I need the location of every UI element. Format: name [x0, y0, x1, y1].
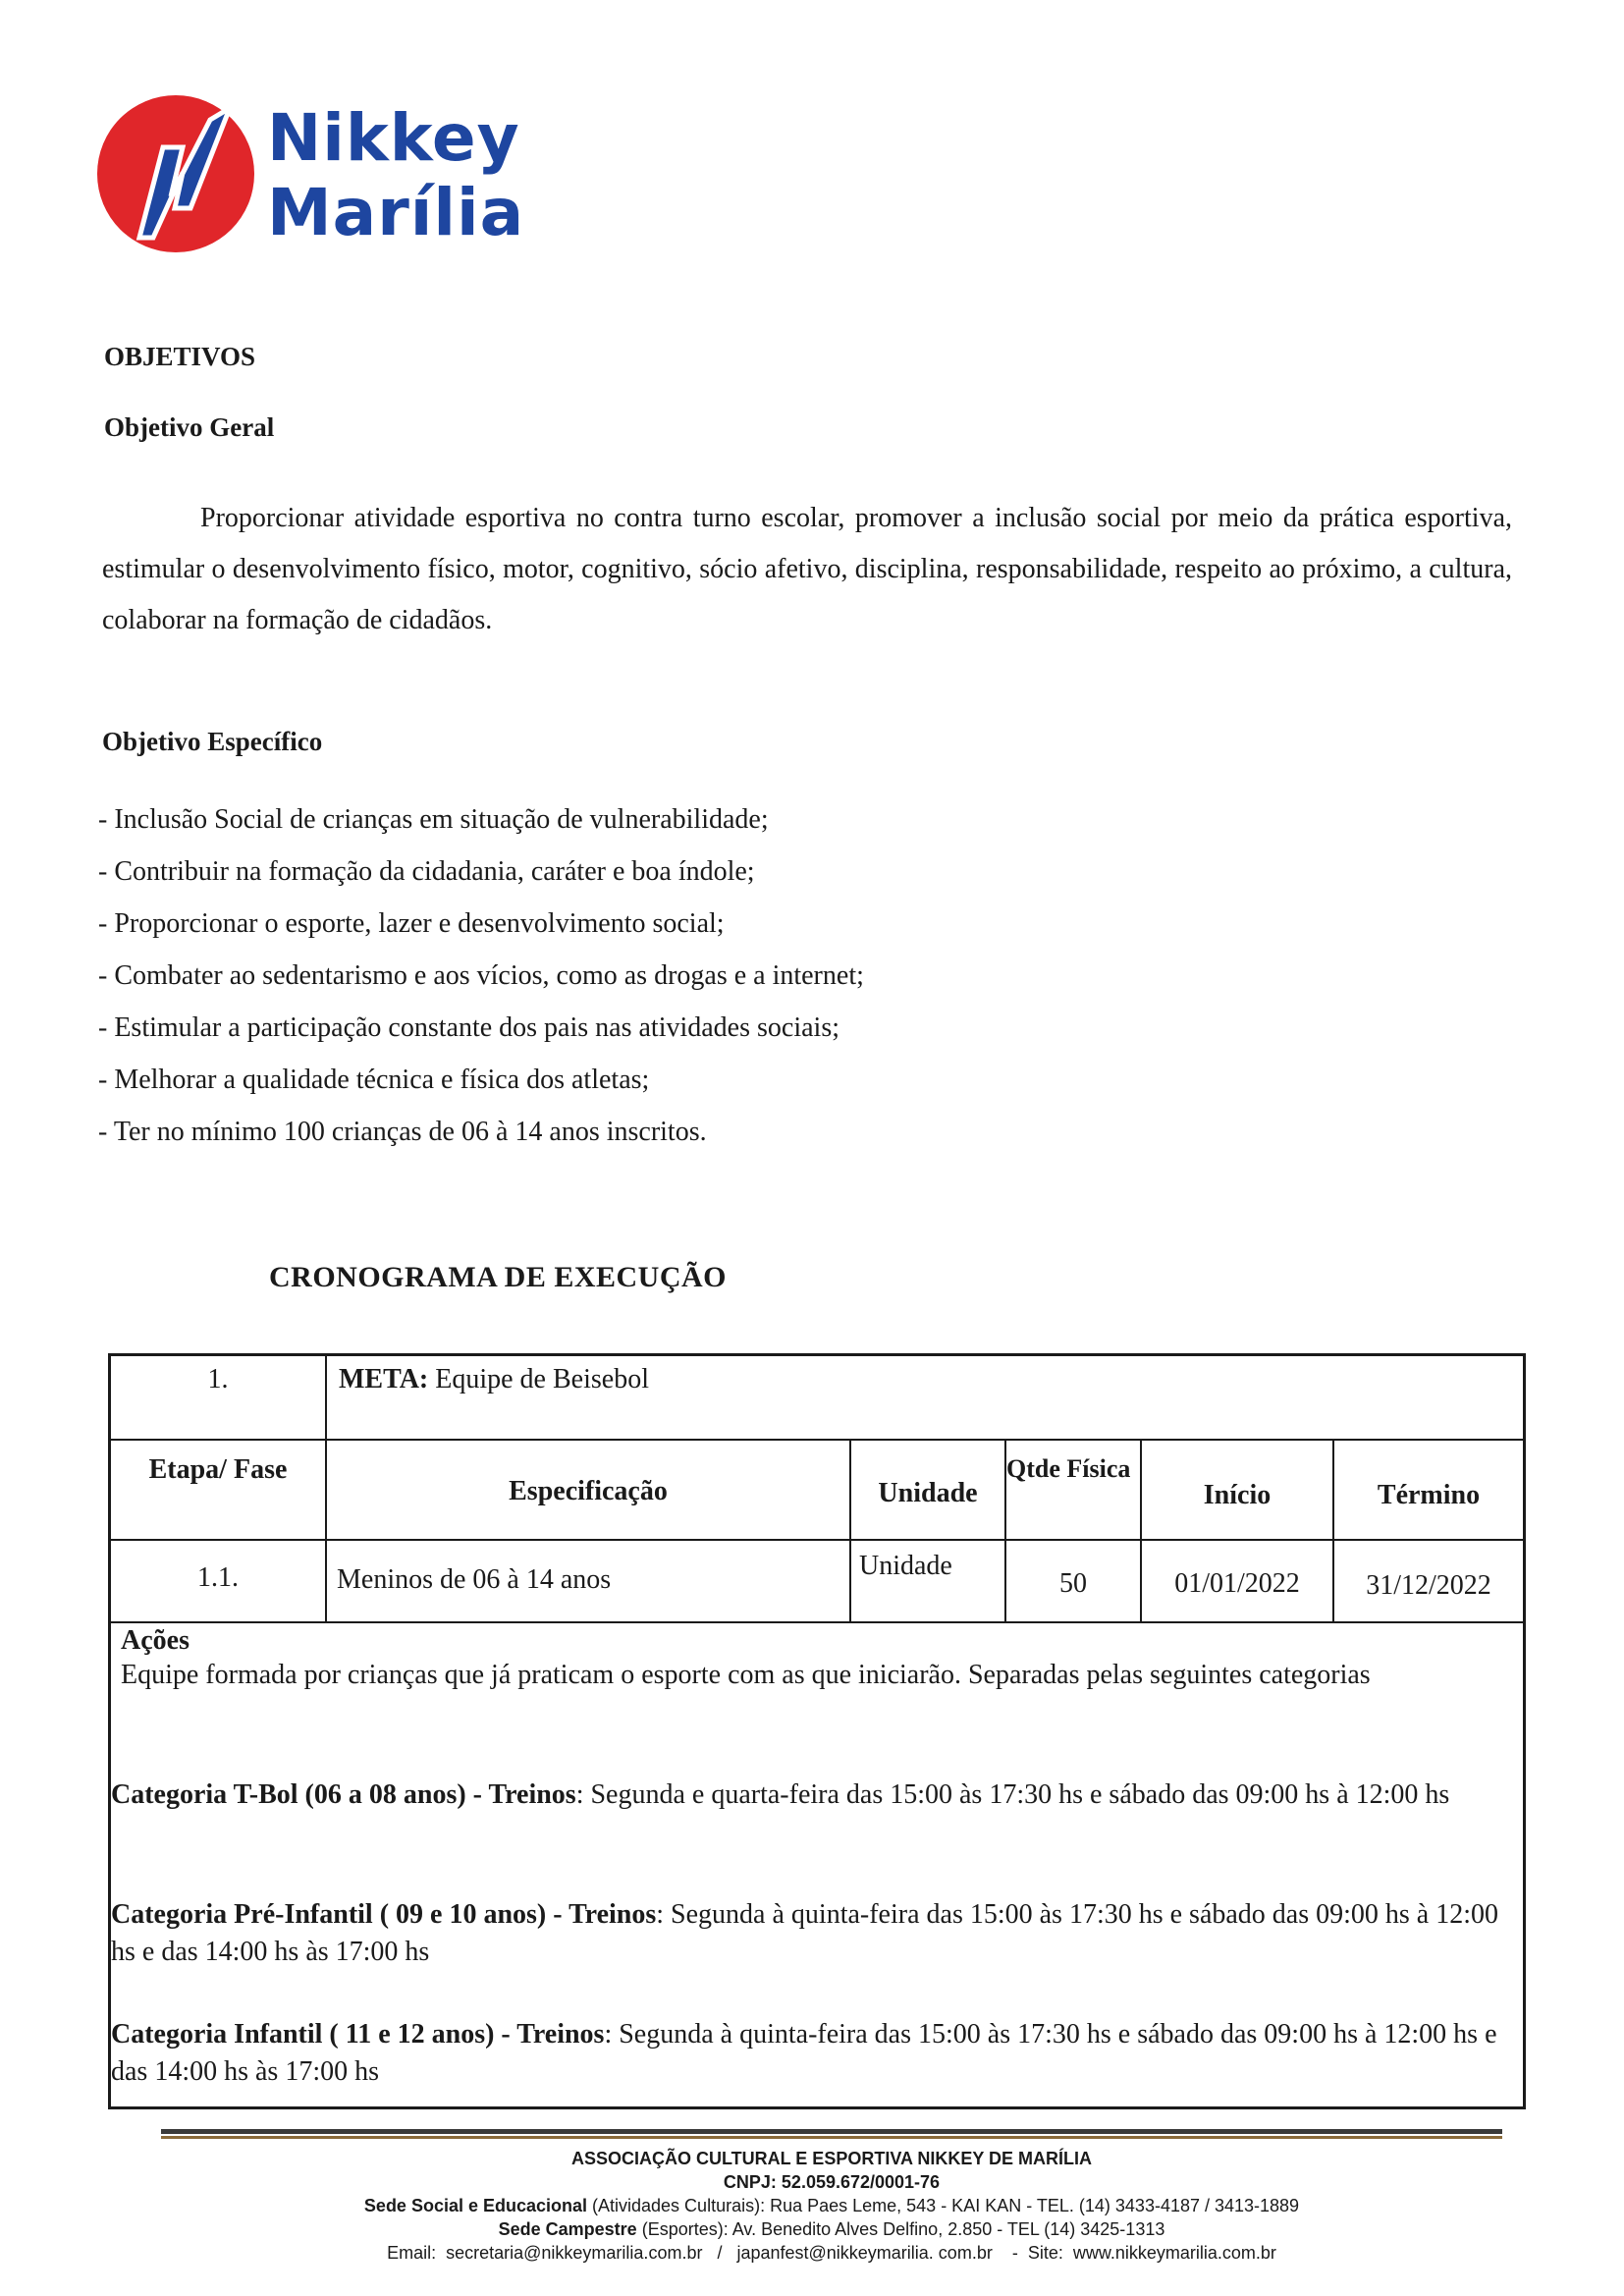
row-qtde: 50	[1059, 1568, 1087, 1599]
logo-text-nikkey: Nikkey	[267, 100, 520, 176]
objetivo-especifico-list	[98, 793, 864, 1158]
categoria-text: : Segunda e quarta-feira das 15:00 às 17:30 hs e sábado das 09:00 hs à 12:00 hs	[575, 1779, 1450, 1810]
footer-cnpj: CNPJ: 52.059.672/0001-76	[723, 2172, 941, 2192]
footer-sede-social	[161, 2194, 1502, 2217]
footer	[161, 2147, 1502, 2265]
footer-sede-campestre-label: Sede Campestre	[498, 2219, 637, 2239]
header-especificacao: Especificação	[509, 1476, 668, 1506]
acoes-text: Equipe formada por crianças que já praticam o esporte com as que iniciarão. Separadas pelas seguintes categorias	[121, 1660, 1371, 1690]
meta-number: 1.	[207, 1364, 229, 1394]
meta-cell	[339, 1364, 649, 1395]
row-unidade: Unidade	[859, 1551, 952, 1581]
cronograma-heading: CRONOGRAMA DE EXECUÇÃO	[269, 1261, 728, 1293]
footer-sede-campestre	[161, 2217, 1502, 2241]
meta-value: Equipe de Beisebol	[435, 1364, 649, 1394]
categoria-text: : Segunda à quinta-feira das 15:00 às 17:30 hs e sábado das 09:00 hs à 12:00 hs e das 14:00 hs às 17:00 hs	[111, 1899, 1498, 1967]
footer-org: ASSOCIAÇÃO CULTURAL E ESPORTIVA NIKKEY DE MARÍLIA	[570, 2149, 1093, 2168]
header-inicio: Início	[1203, 1480, 1272, 1510]
row-especificacao: Meninos de 06 à 14 anos	[337, 1564, 612, 1595]
footer-sede-social-text: (Atividades Culturais): Rua Paes Leme, 543 - KAI KAN - TEL. (14) 3433-4187 / 3413-1889	[587, 2196, 1300, 2215]
list-item: - Contribuir na formação da cidadania, caráter e boa índole;	[98, 856, 755, 887]
acoes-heading: Ações	[121, 1625, 189, 1656]
header-unidade: Unidade	[878, 1478, 978, 1508]
categoria-label: Categoria Infantil ( 11 e 12 anos) - Treinos	[111, 2019, 605, 2050]
objetivo-geral-text: Proporcionar atividade esportiva no contra turno escolar, promover a inclusão social por meio da prática esportiva, estimular o desenvolvimento físico, motor, cognitivo, sócio afetivo, disciplina, responsabilidade, respeito ao próximo, a cultura, colaborar na formação de cidadãos.	[102, 503, 1512, 635]
categoria-infantil	[111, 2016, 1521, 2091]
footer-divider	[161, 2129, 1502, 2134]
list-item: - Estimular a participação constante dos pais nas atividades sociais;	[98, 1012, 839, 1043]
footer-divider-accent	[161, 2136, 1502, 2139]
footer-contact: Email: secretaria@nikkeymarilia.com.br / japanfest@nikkeymarilia. com.br - Site: www.nikkeymarilia.com.br	[387, 2243, 1276, 2263]
list-item: - Combater ao sedentarismo e aos vícios, como as drogas e a internet;	[98, 960, 864, 991]
categoria-label: Categoria Pré-Infantil ( 09 e 10 anos) - Treinos	[111, 1899, 657, 1930]
list-item: - Ter no mínimo 100 crianças de 06 à 14 anos inscritos.	[98, 1117, 707, 1147]
header-etapa: Etapa/ Fase	[148, 1454, 288, 1485]
categoria-text: : Segunda à quinta-feira das 15:00 às 17:30 hs e sábado das 09:00 hs à 12:00 hs e das 14:00 hs às 17:00 hs	[111, 2019, 1497, 2087]
meta-label: META:	[339, 1364, 429, 1394]
logo-text-marilia: Marília	[267, 175, 525, 250]
acoes-section	[121, 1625, 1515, 1694]
footer-sede-social-label: Sede Social e Educacional	[363, 2196, 588, 2215]
row-etapa: 1.1.	[197, 1562, 239, 1593]
categoria-tbol	[111, 1777, 1521, 1814]
header-qtde-fisica: Qtde Física	[1006, 1454, 1131, 1483]
list-item: - Proporcionar o esporte, lazer e desenvolvimento social;	[98, 908, 725, 939]
header-termino: Término	[1377, 1480, 1481, 1510]
footer-sede-campestre-text: (Esportes): Av. Benedito Alves Delfino, 2.850 - TEL (14) 3425-1313	[636, 2219, 1165, 2239]
nikkey-marilia-logo	[92, 90, 525, 267]
row-inicio: 01/01/2022	[1174, 1568, 1300, 1599]
categoria-label: Categoria T-Bol (06 a 08 anos) - Treinos	[111, 1779, 576, 1810]
objetivos-heading: OBJETIVOS	[104, 342, 256, 371]
objetivo-especifico-heading: Objetivo Específico	[102, 727, 323, 756]
cronograma-table	[108, 1353, 1526, 2109]
objetivo-geral-heading: Objetivo Geral	[104, 412, 275, 442]
row-termino: 31/12/2022	[1366, 1570, 1491, 1601]
categoria-pre-infantil	[111, 1896, 1521, 1971]
logo-emblem-icon	[92, 90, 259, 257]
list-item: - Inclusão Social de crianças em situação de vulnerabilidade;	[98, 804, 769, 835]
list-item: - Melhorar a qualidade técnica e física dos atletas;	[98, 1065, 650, 1095]
